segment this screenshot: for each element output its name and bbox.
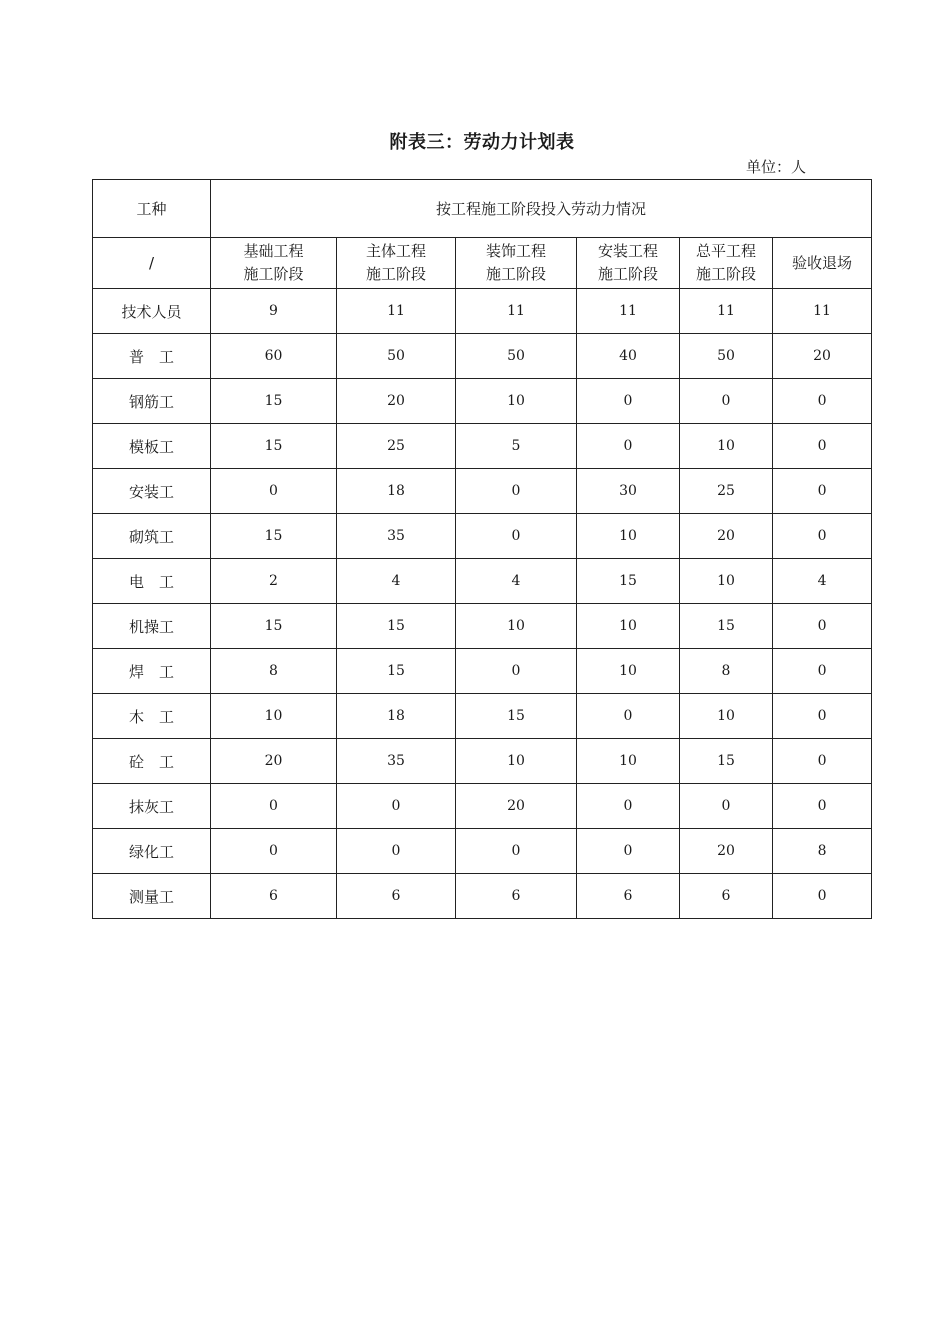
trade-name-cell: 焊 工 xyxy=(93,649,211,694)
headcount-cell: 20 xyxy=(456,784,577,829)
phase-header-line1: 验收退场 xyxy=(792,253,853,272)
headcount-cell: 11 xyxy=(773,289,872,334)
trade-name-cell: 砌筑工 xyxy=(93,514,211,559)
headcount-cell: 0 xyxy=(577,379,680,424)
phase-header-line2: 施工阶段 xyxy=(485,265,546,283)
trade-name-cell: 抹灰工 xyxy=(93,784,211,829)
headcount-cell: 10 xyxy=(456,379,577,424)
headcount-cell: 20 xyxy=(773,334,872,379)
phase-header-line2: 施工阶段 xyxy=(695,265,756,283)
headcount-cell: 8 xyxy=(680,649,773,694)
table-row xyxy=(93,829,872,874)
headcount-cell: 5 xyxy=(456,424,577,469)
headcount-cell: 0 xyxy=(456,514,577,559)
trade-column-header: 工种 xyxy=(93,180,211,238)
trade-name-cell: 电 工 xyxy=(93,559,211,604)
headcount-cell: 10 xyxy=(680,424,773,469)
headcount-cell: 2 xyxy=(211,559,337,604)
headcount-cell: 0 xyxy=(680,379,773,424)
trade-name-cell: 木 工 xyxy=(93,694,211,739)
phase-header-line2: 施工阶段 xyxy=(365,265,426,283)
table-row xyxy=(93,604,872,649)
table-row xyxy=(93,424,872,469)
headcount-cell: 0 xyxy=(773,379,872,424)
trade-name-cell: 钢筋工 xyxy=(93,379,211,424)
trade-name-cell: 模板工 xyxy=(93,424,211,469)
headcount-cell: 6 xyxy=(680,874,773,919)
headcount-cell: 11 xyxy=(680,289,773,334)
headcount-cell: 50 xyxy=(337,334,456,379)
table-row xyxy=(93,559,872,604)
headcount-cell: 35 xyxy=(337,739,456,784)
headcount-cell: 0 xyxy=(773,514,872,559)
headcount-cell: 10 xyxy=(577,514,680,559)
headcount-cell: 15 xyxy=(456,694,577,739)
headcount-cell: 10 xyxy=(577,604,680,649)
document-title: 附表三：劳动力计划表 xyxy=(389,132,575,153)
headcount-cell: 18 xyxy=(337,469,456,514)
headcount-cell: 0 xyxy=(577,829,680,874)
headcount-cell: 10 xyxy=(456,739,577,784)
phase-header xyxy=(577,238,680,289)
phase-header-line1: 主体工程 xyxy=(365,242,426,260)
headcount-cell: 10 xyxy=(680,559,773,604)
headcount-cell: 4 xyxy=(456,559,577,604)
phase-group-header: 按工程施工阶段投入劳动力情况 xyxy=(211,180,872,238)
headcount-cell: 6 xyxy=(456,874,577,919)
headcount-cell: 10 xyxy=(211,694,337,739)
headcount-cell: 11 xyxy=(337,289,456,334)
headcount-cell: 0 xyxy=(773,649,872,694)
headcount-cell: 9 xyxy=(211,289,337,334)
headcount-cell: 0 xyxy=(211,469,337,514)
headcount-cell: 0 xyxy=(211,829,337,874)
sub-corner-cell: / xyxy=(93,238,211,289)
headcount-cell: 20 xyxy=(680,514,773,559)
headcount-cell: 0 xyxy=(577,784,680,829)
table-row xyxy=(93,874,872,919)
headcount-cell: 0 xyxy=(773,469,872,514)
table-row xyxy=(93,289,872,334)
table-row xyxy=(93,469,872,514)
headcount-cell: 11 xyxy=(456,289,577,334)
phase-header xyxy=(337,238,456,289)
header-row xyxy=(93,180,872,238)
trade-name-cell: 安装工 xyxy=(93,469,211,514)
table-row xyxy=(93,649,872,694)
headcount-cell: 15 xyxy=(211,379,337,424)
phase-header-line1: 安装工程 xyxy=(597,242,658,260)
headcount-cell: 25 xyxy=(337,424,456,469)
headcount-cell: 15 xyxy=(577,559,680,604)
table-row xyxy=(93,784,872,829)
table-row xyxy=(93,334,872,379)
table-row xyxy=(93,739,872,784)
headcount-cell: 0 xyxy=(211,784,337,829)
table-row xyxy=(93,514,872,559)
headcount-cell: 60 xyxy=(211,334,337,379)
headcount-cell: 40 xyxy=(577,334,680,379)
trade-name-cell: 机操工 xyxy=(93,604,211,649)
headcount-cell: 15 xyxy=(337,649,456,694)
headcount-cell: 0 xyxy=(680,784,773,829)
labor-plan-table xyxy=(92,179,872,919)
headcount-cell: 0 xyxy=(337,784,456,829)
table-row xyxy=(93,379,872,424)
headcount-cell: 0 xyxy=(773,424,872,469)
phase-header-line1: 基础工程 xyxy=(243,242,304,260)
headcount-cell: 15 xyxy=(337,604,456,649)
headcount-cell: 0 xyxy=(456,469,577,514)
headcount-cell: 35 xyxy=(337,514,456,559)
unit-label: 单位：人 xyxy=(746,158,807,176)
headcount-cell: 30 xyxy=(577,469,680,514)
headcount-cell: 0 xyxy=(773,784,872,829)
phase-header xyxy=(211,238,337,289)
headcount-cell: 8 xyxy=(211,649,337,694)
headcount-cell: 11 xyxy=(577,289,680,334)
trade-name-cell: 技术人员 xyxy=(93,289,211,334)
headcount-cell: 0 xyxy=(773,874,872,919)
trade-name-cell: 绿化工 xyxy=(93,829,211,874)
headcount-cell: 0 xyxy=(773,694,872,739)
headcount-cell: 6 xyxy=(211,874,337,919)
headcount-cell: 15 xyxy=(211,604,337,649)
phase-header-line2: 施工阶段 xyxy=(597,265,658,283)
headcount-cell: 50 xyxy=(456,334,577,379)
headcount-cell: 10 xyxy=(456,604,577,649)
headcount-cell: 18 xyxy=(337,694,456,739)
headcount-cell: 4 xyxy=(773,559,872,604)
headcount-cell: 4 xyxy=(337,559,456,604)
headcount-cell: 0 xyxy=(456,649,577,694)
phase-header xyxy=(680,238,773,289)
headcount-cell: 25 xyxy=(680,469,773,514)
headcount-cell: 6 xyxy=(337,874,456,919)
trade-name-cell: 测量工 xyxy=(93,874,211,919)
headcount-cell: 20 xyxy=(211,739,337,784)
headcount-cell: 10 xyxy=(577,739,680,784)
headcount-cell: 15 xyxy=(680,739,773,784)
trade-name-cell: 普 工 xyxy=(93,334,211,379)
headcount-cell: 0 xyxy=(337,829,456,874)
headcount-cell: 10 xyxy=(680,694,773,739)
headcount-cell: 0 xyxy=(456,829,577,874)
phase-header-row xyxy=(93,238,872,289)
headcount-cell: 6 xyxy=(577,874,680,919)
headcount-cell: 0 xyxy=(577,694,680,739)
phase-header-line1: 总平工程 xyxy=(695,242,756,260)
phase-header-line2: 施工阶段 xyxy=(243,265,304,283)
phase-header-line1: 装饰工程 xyxy=(485,242,546,260)
headcount-cell: 8 xyxy=(773,829,872,874)
phase-header xyxy=(773,238,872,289)
headcount-cell: 0 xyxy=(577,424,680,469)
table-row xyxy=(93,694,872,739)
headcount-cell: 20 xyxy=(337,379,456,424)
headcount-cell: 10 xyxy=(577,649,680,694)
phase-header xyxy=(456,238,577,289)
headcount-cell: 15 xyxy=(211,514,337,559)
headcount-cell: 20 xyxy=(680,829,773,874)
headcount-cell: 0 xyxy=(773,739,872,784)
headcount-cell: 0 xyxy=(773,604,872,649)
headcount-cell: 15 xyxy=(680,604,773,649)
headcount-cell: 50 xyxy=(680,334,773,379)
trade-name-cell: 砼 工 xyxy=(93,739,211,784)
headcount-cell: 15 xyxy=(211,424,337,469)
